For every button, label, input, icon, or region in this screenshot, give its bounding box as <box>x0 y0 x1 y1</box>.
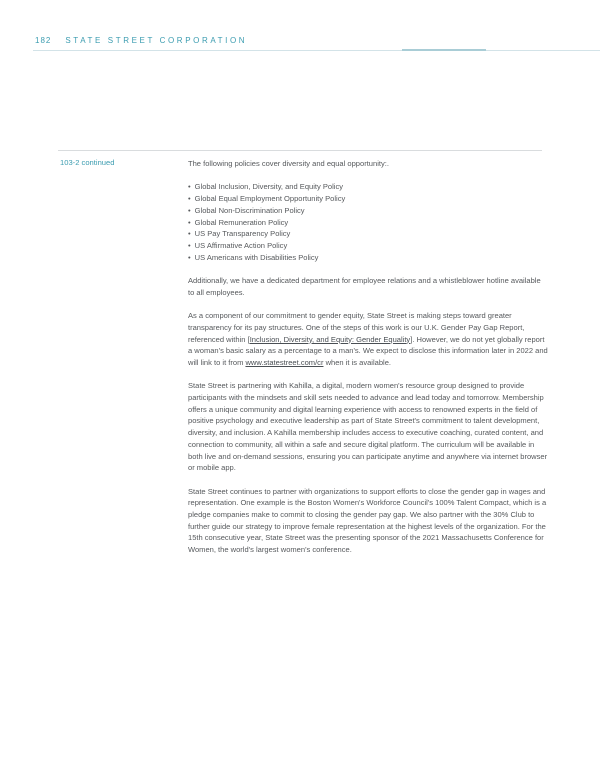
policy-item: • US Affirmative Action Policy <box>188 240 548 252</box>
policy-item: • Global Equal Employment Opportunity Policy <box>188 193 548 205</box>
section-content <box>188 158 548 568</box>
policy-list <box>188 181 548 263</box>
header-divider-accent <box>402 49 486 51</box>
policy-item: • Global Inclusion, Diversity, and Equity Policy <box>188 181 548 193</box>
gender-equity-paragraph: As a component of our commitment to gender equity, State Street is making steps toward greater transparency for its pay structures. One of the steps of this work is our U.K. Gender Pay Gap Report, referenced within [Inclusion, Diversity, and Equity: Gender Equality]. However, we do not yet globally report a woman's basic salary as a percentage to a man's. We expect to disclose this information later in 2022 and will link to it from www.statestreet.com/cr when it is available. <box>188 311 548 367</box>
gender-equality-link[interactable]: Inclusion, Diversity, and Equity: Gender Equality <box>249 334 411 344</box>
partnerships-paragraph: State Street continues to partner with organizations to support efforts to close the gender gap in wages and representation. One example is the Boston Women's Workforce Council's 100% Talent Compact, which is a pledge companies make to commit to closing the gender pay gap. We also partner with the 30% Club to further guide our strategy to improve female representation at the highest levels of the organization. For the 15th consecutive year, State Street was the presenting sponsor of the 2021 Massachusetts Conference for Women, the world's largest women's conference. <box>188 486 547 555</box>
policy-item: • Global Remuneration Policy <box>188 217 548 229</box>
kahilla-paragraph: State Street is partnering with Kahilla, a digital, modern women's resource group designed to provide participants with the mindsets and skill sets needed to advance and lead today and tomorrow. Membership offers a unique community and digital learning experience with access to renowned experts in the field of positive psychology and executive leadership as part of State Street's commitment to talent development, diversity, and inclusion. A Kahilla membership includes access to executive coaching, curated content, and connection to community, all within a safe and secure digital platform. The curriculum will be available in both live and on-demand sessions, ensuring you can participate anytime and anywhere via internet browser or mobile app. <box>188 381 548 473</box>
employee-relations-paragraph: Additionally, we have a dedicated department for employee relations and a whistleblower hotline available to all employees. <box>188 276 541 297</box>
header-divider <box>33 50 600 51</box>
page-header <box>35 36 247 45</box>
policy-item: • US Americans with Disabilities Policy <box>188 252 548 264</box>
intro-paragraph: The following policies cover diversity and equal opportunity:. <box>188 159 389 168</box>
section-label: 103-2 continued <box>60 158 115 167</box>
statestreet-cr-link[interactable]: www.statestreet.com/cr <box>245 357 324 367</box>
policy-item: • US Pay Transparency Policy <box>188 228 548 240</box>
section-divider <box>58 150 542 151</box>
page-number: 182 <box>35 36 52 45</box>
policy-item: • Global Non-Discrimination Policy <box>188 205 548 217</box>
corporation-name: STATE STREET CORPORATION <box>65 36 248 45</box>
